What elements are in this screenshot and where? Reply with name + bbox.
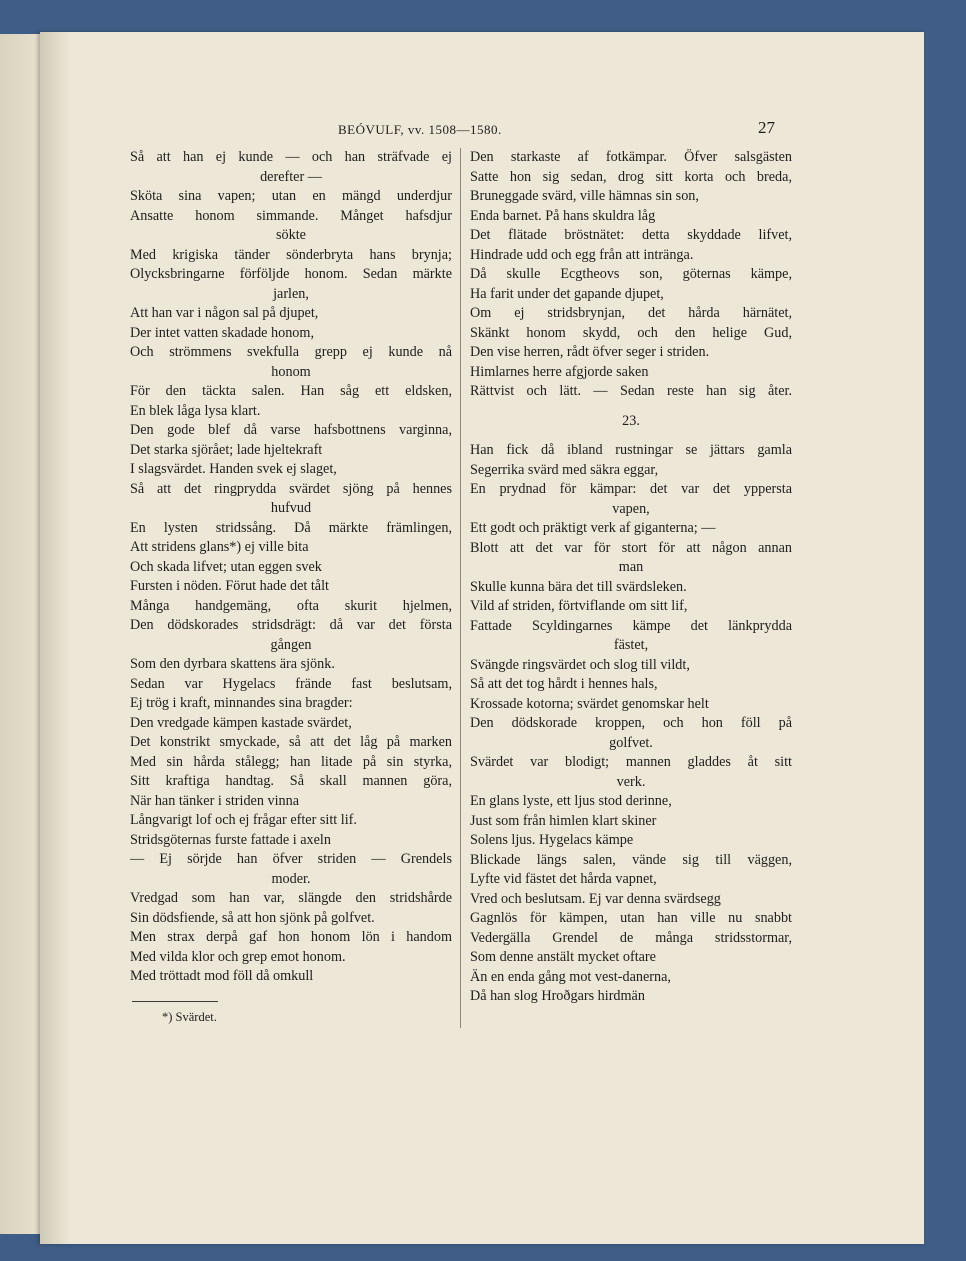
text-line: Den starkaste af fotkämpar. Öfver salsgästen (470, 149, 792, 165)
page-header (40, 118, 924, 144)
text-line: Den vise herren, rådt öfver seger i striden. (470, 344, 710, 360)
text-line: Fursten i nöden. Förut hade det tålt (130, 578, 329, 594)
text-line: Himlarnes herre afgjorde saken (470, 363, 649, 380)
text-line: Krossade kotorna; svärdet genomskar helt (470, 695, 709, 712)
text-line: Fattade Scyldingarnes kämpe det länkprydda (470, 617, 792, 634)
text-line: Långvarigt lof och ej frågar efter sitt lif. (130, 812, 357, 828)
text-line: Enda barnet. På hans skuldra låg (470, 207, 656, 224)
text-line: Blott att det var för stort för att någon annan (470, 539, 792, 556)
text-line: Bruneggade svärd, ville hämnas sin son, (470, 188, 699, 204)
left-column-text (130, 148, 452, 987)
text-line: Sin dödsfiende, så att hon sjönk på golfvet. (130, 909, 375, 926)
text-line: Gagnlös för kämpen, utan han ville nu snabbt (470, 910, 792, 926)
text-line: Segerrika svärd med säkra eggar, (470, 461, 659, 478)
text-line: I slagsvärdet. Handen svek ej slaget, (130, 461, 337, 477)
column-divider (460, 148, 461, 1028)
text-line: Då han slog Hroðgars hirdmän (470, 988, 645, 1004)
text-line: Och strömmens svekfulla grepp ej kunde nå (130, 344, 452, 360)
text-line: Men strax derpå gaf hon honom lön i handom (130, 929, 452, 945)
right-column-text-lower (470, 441, 792, 1007)
text-line: Många handgemäng, ofta skurit hjelmen, (130, 597, 452, 614)
text-line: Ansatte honom simmande. Månget hafsdjur (130, 207, 452, 224)
text-line: Med tröttadt mod föll då omkull (130, 968, 314, 984)
text-line: Svärdet var blodigt; mannen gladdes åt sitt (470, 754, 792, 770)
text-line: jarlen, (273, 285, 309, 302)
text-line: Som denne anstält mycket oftare (470, 949, 656, 965)
running-head: BEÓVULF, vv. 1508—1580. (338, 122, 502, 137)
text-line: Den dödskorade kroppen, och hon föll på (470, 715, 792, 731)
text-line: Då skulle Ecgtheovs son, göternas kämpe, (470, 266, 792, 282)
text-line: En prydnad för kämpar: det var det yppersta (470, 481, 792, 497)
text-line: Att han var i någon sal på djupet, (130, 305, 319, 321)
text-line: Stridsgöternas furste fattade i axeln (130, 831, 331, 848)
text-line: En lysten stridssång. Då märkte främlingen, (130, 519, 452, 536)
text-line: Med vilda klor och grep emot honom. (130, 948, 346, 965)
text-line: Svängde ringsvärdet och slog till vildt, (470, 656, 690, 673)
text-line: Solens ljus. Hygelacs kämpe (470, 832, 634, 848)
text-line: Vred och beslutsam. Ej var denna svärdsegg (470, 890, 721, 907)
text-line: För den täckta salen. Han såg ett eldsken, (130, 383, 452, 399)
text-line: Hindrade udd och egg från att intränga. (470, 246, 694, 263)
text-line: Vild af striden, förtviflande om sitt lif, (470, 598, 688, 614)
text-line: honom (271, 363, 311, 380)
right-column (470, 148, 792, 1007)
text-line: Vredgad som han var, slängde den stridshårde (130, 890, 452, 906)
text-line: Sköta sina vapen; utan en mängd underdjur (130, 188, 452, 204)
text-line: Rättvist och lätt. — Sedan reste han sig åter. (470, 383, 792, 399)
text-line: Skänkt honom skydd, och den helige Gud, (470, 324, 792, 341)
text-line: Det flätade bröstnätet: detta skyddade lifvet, (470, 227, 792, 243)
text-line: verk. (616, 773, 646, 790)
text-line: gången (270, 636, 312, 653)
text-line: Ej trög i kraft, minnandes sina bragder: (130, 695, 353, 711)
text-line: — Ej sörjde han öfver striden — Grendels (130, 851, 452, 867)
text-line: Så att han ej kunde — och han sträfvade ej (130, 149, 452, 165)
text-line: Den dödskorades stridsdrägt: då var det första (130, 617, 452, 633)
text-line: Sedan var Hygelacs frände fast beslutsam, (130, 675, 452, 692)
text-line: fästet, (613, 637, 649, 653)
text-line: Att stridens glans*) ej ville bita (130, 539, 309, 555)
text-line: sökte (276, 227, 306, 243)
text-line: Sitt kraftiga handtag. Så skall mannen göra, (130, 773, 452, 789)
section-number: 23. (622, 412, 640, 429)
text-line: Blickade längs salen, vände sig till väggen, (470, 851, 792, 868)
text-line: Lyfte vid fästet det hårda vapnet, (470, 871, 657, 887)
book-page (40, 32, 924, 1244)
text-line: Det konstrikt smyckade, så att det låg på marken (130, 734, 452, 750)
text-line: Än en enda gång mot vest-danerna, (470, 968, 671, 985)
text-line: Satte hon sig sedan, drog sitt korta och breda, (470, 168, 792, 185)
text-line: Med krigiska tänder sönderbryta hans brynja; (130, 246, 452, 263)
text-line: Den gode blef då varse hafsbottnens varginna, (130, 422, 452, 438)
text-line: Vedergälla Grendel de många stridsstormar, (470, 929, 792, 946)
text-line: Just som från himlen klart skiner (470, 812, 657, 829)
text-line: Så att det ringprydda svärdet sjöng på hennes (130, 480, 452, 497)
text-line: Skulle kunna bära det till svärdsleken. (470, 578, 687, 595)
text-line: Der intet vatten skadade honom, (130, 324, 314, 341)
text-line: derefter — (260, 168, 322, 185)
text-line: vapen, (612, 500, 650, 517)
footnote-rule (132, 1001, 218, 1002)
text-line: Så att det tog hårdt i hennes hals, (470, 676, 658, 692)
text-line: Ha farit under det gapande djupet, (470, 285, 664, 302)
text-line: Det starka sjörået; lade hjeltekraft (130, 441, 323, 458)
right-column-text-upper (470, 148, 792, 402)
text-line: Den vredgade kämpen kastade svärdet, (130, 714, 352, 731)
text-line: moder. (271, 870, 311, 887)
page-number: 27 (758, 118, 775, 137)
footnote: *) Svärdet. (162, 1009, 217, 1024)
text-line: Som den dyrbara skattens ära sjönk. (130, 656, 335, 672)
text-line: Om ej stridsbrynjan, det hårda härnätet, (470, 305, 792, 321)
text-line: Han fick då ibland rustningar se jättars gamla (470, 442, 792, 458)
text-line: Ett godt och präktigt verk af giganterna; — (470, 520, 716, 536)
text-line: Med sin hårda stålegg; han litade på sin styrka, (130, 753, 452, 770)
text-line: Och skada lifvet; utan eggen svek (130, 558, 322, 575)
left-column (130, 148, 452, 1027)
text-line: hufvud (270, 500, 312, 516)
text-line: man (618, 559, 644, 575)
text-line: En glans lyste, ett ljus stod derinne, (470, 793, 672, 809)
text-line: En blek låga lysa klart. (130, 402, 261, 419)
text-line: När han tänker i striden vinna (130, 792, 300, 809)
text-line: Olycksbringarne förföljde honom. Sedan märkte (130, 266, 452, 282)
text-line: golfvet. (609, 734, 653, 751)
